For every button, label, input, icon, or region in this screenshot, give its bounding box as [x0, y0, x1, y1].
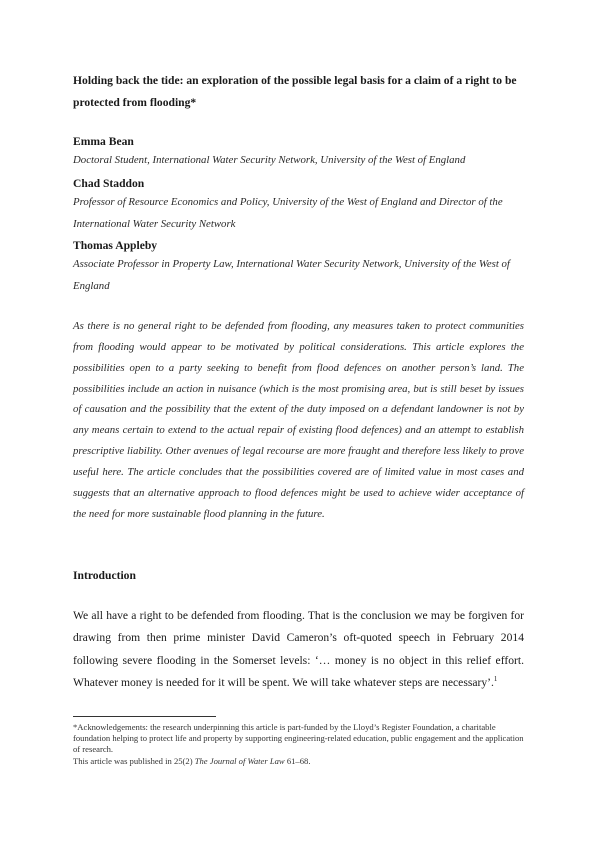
author-name-1: Emma Bean [73, 135, 134, 148]
section-heading-introduction: Introduction [73, 569, 136, 582]
author-affiliation-1: Doctoral Student, International Water Security Network, University of the West of England [73, 154, 466, 166]
paper-title: Holding back the tide: an exploration of the possible legal basis for a claim of a right to be protected from flooding* [73, 74, 517, 109]
journal-name: The Journal of Water Law [194, 755, 285, 766]
footnote-acknowledgements: *Acknowledgements: the research underpinning this article is part-funded by the Lloyd’s Register Foundation, a charitable foundation helping to protect life and property by supporting engineering-related education, public engagement and the application of research. [73, 722, 524, 755]
author-name-3: Thomas Appleby [73, 239, 158, 252]
introduction-paragraph-text: We all have a right to be defended from flooding. That is the conclusion we may be forgiven for drawing from then prime minister David Cameron’s oft-quoted speech in February 2014 following severe flooding in the Somerset levels: ‘… money is no object in this relief effort. Whatever money is needed for it will be spent. We will take whatever steps are necessary’. [73, 609, 524, 689]
author-affiliation-2: Professor of Resource Economics and Policy, University of the West of England and Director of the International Water Security Network [73, 196, 503, 230]
publication-pages: 61–68. [286, 755, 311, 766]
publication-prefix: This article was published in 25(2) [73, 755, 193, 766]
footnote-publication [73, 756, 528, 767]
footnote [73, 722, 528, 767]
author-name-2: Chad Staddon [73, 177, 145, 190]
abstract: As there is no general right to be defended from flooding, any measures taken to protect communities from flooding would appear to be motivated by political considerations. This article explores the possibilities open to a party seeking to benefit from flood defences on another person’s land. The possibilities include an action in nuisance (which is the most promising area, but is still beset by issues of causation and the possibility that the extent of the duty imposed on a defendant landowner is not by any means certain to extend to the actual repair of existing flood defences) and an attempt to establish prescriptive liability. Other avenues of legal recourse are more fraught and therefore less likely to prove useful here. The article concludes that the possibilities covered are of limited value in most cases and suggests that an alternative approach to flood defences might be used to achieve wider acceptance of the need for more sustainable flood planning in the future. [73, 320, 524, 520]
introduction-paragraph [73, 605, 524, 694]
author-affiliation-3: Associate Professor in Property Law, International Water Security Network, University of the West of England [73, 258, 510, 292]
footnote-reference[interactable]: 1 [493, 674, 498, 683]
footnote-divider [73, 716, 216, 717]
